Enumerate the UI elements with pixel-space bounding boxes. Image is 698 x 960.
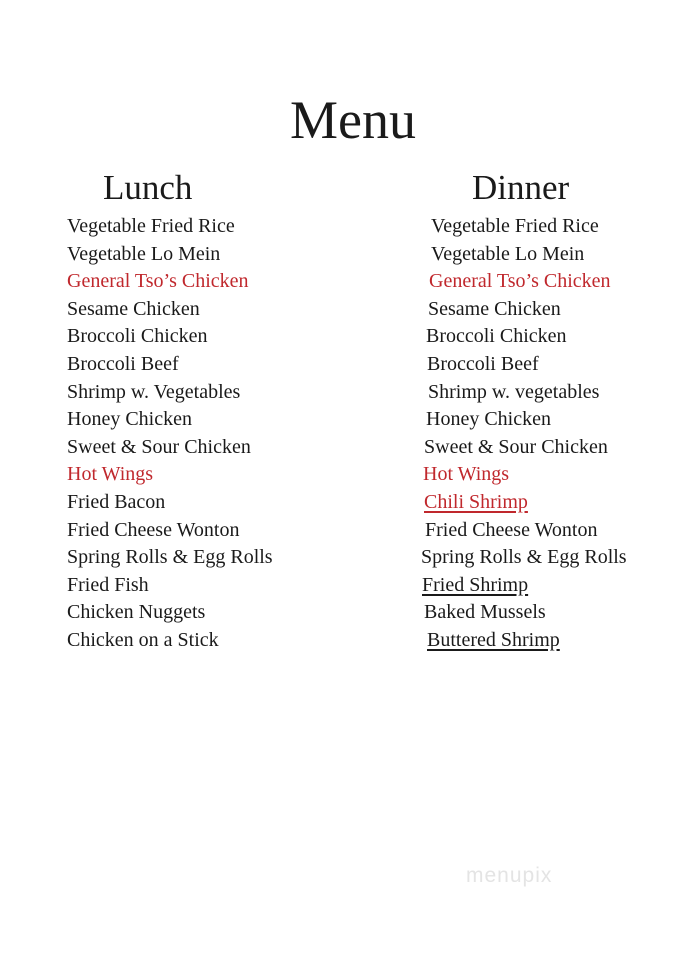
lunch-menu-item: [67, 627, 273, 655]
dinner-menu-item-label: Baked Mussels: [424, 601, 546, 624]
dinner-menu-item-label: Honey Chicken: [426, 408, 551, 431]
lunch-menu-item: [67, 489, 273, 517]
menupix-watermark: menupix: [466, 864, 553, 887]
lunch-menu-item-label: Vegetable Fried Rice: [67, 215, 235, 237]
page-title: Menu: [290, 90, 416, 150]
lunch-menu-item-label: Fried Fish: [67, 573, 149, 596]
lunch-menu-item-label: Fried Bacon: [67, 490, 166, 513]
dinner-menu-item: [421, 379, 627, 407]
dinner-menu-item: [421, 241, 627, 269]
dinner-menu-item: [421, 323, 627, 351]
dinner-menu-item: [421, 627, 627, 655]
lunch-menu-item: [67, 461, 273, 489]
lunch-menu-item: [67, 572, 273, 600]
dinner-menu-item: [421, 489, 627, 517]
lunch-menu-list: [67, 213, 273, 655]
dinner-menu-item-label: Spring Rolls & Egg Rolls: [421, 546, 627, 569]
dinner-menu-item: [421, 544, 627, 572]
lunch-menu-item: [67, 241, 273, 269]
dinner-menu-item-label: Vegetable Fried Rice: [431, 215, 599, 237]
dinner-menu-item-label: Sweet & Sour Chicken: [424, 435, 608, 458]
lunch-menu-item: [67, 544, 273, 572]
lunch-menu-item-label: Broccoli Chicken: [67, 325, 208, 348]
lunch-menu-item: [67, 379, 273, 407]
lunch-menu-item-label: Honey Chicken: [67, 408, 192, 431]
dinner-menu-item-label: Buttered Shrimp: [427, 628, 560, 651]
lunch-menu-item-label: Broccoli Beef: [67, 352, 179, 375]
lunch-menu-item: [67, 351, 273, 379]
dinner-heading: Dinner: [472, 168, 570, 207]
dinner-menu-item: [421, 213, 627, 241]
lunch-menu-item-label: Shrimp w. Vegetables: [67, 380, 241, 403]
dinner-menu-item-label: Hot Wings: [423, 463, 510, 486]
dinner-menu-item: [421, 268, 627, 296]
lunch-menu-item: [67, 323, 273, 351]
dinner-menu-item-label: Shrimp w. vegetables: [428, 380, 600, 403]
lunch-menu-item-label: Sesame Chicken: [67, 297, 200, 320]
dinner-menu-item-label: Broccoli Chicken: [426, 325, 567, 348]
dinner-menu-item-label: General Tso’s Chicken: [429, 270, 611, 293]
lunch-menu-item-label: Chicken on a Stick: [67, 628, 219, 651]
lunch-menu-item-label: Hot Wings: [67, 463, 154, 486]
dinner-menu-item: [421, 296, 627, 324]
lunch-menu-item-label: Vegetable Lo Mein: [67, 242, 221, 265]
lunch-menu-item: [67, 268, 273, 296]
lunch-menu-item-label: Spring Rolls & Egg Rolls: [67, 546, 273, 569]
dinner-menu-item: [421, 599, 627, 627]
dinner-menu-item: [421, 461, 627, 489]
dinner-menu-item-label: Sesame Chicken: [428, 297, 561, 320]
lunch-menu-item: [67, 406, 273, 434]
lunch-menu-item: [67, 599, 273, 627]
lunch-menu-item-label: Sweet & Sour Chicken: [67, 435, 251, 458]
dinner-menu-item: [421, 351, 627, 379]
lunch-menu-item-label: Fried Cheese Wonton: [67, 518, 240, 541]
lunch-menu-item: [67, 296, 273, 324]
dinner-menu-item-label: Vegetable Lo Mein: [431, 242, 585, 265]
dinner-menu-list: [421, 213, 627, 655]
dinner-menu-item: [421, 406, 627, 434]
lunch-menu-item-label: General Tso’s Chicken: [67, 270, 249, 293]
dinner-menu-item-label: Fried Shrimp: [422, 573, 529, 596]
lunch-menu-item: [67, 434, 273, 462]
dinner-menu-item-label: Fried Cheese Wonton: [425, 518, 598, 541]
dinner-menu-item-label: Chili Shrimp: [424, 490, 528, 513]
lunch-heading: Lunch: [103, 168, 193, 207]
lunch-menu-item: [67, 517, 273, 545]
lunch-menu-item: [67, 213, 273, 241]
dinner-menu-item: [421, 572, 627, 600]
dinner-menu-item-label: Broccoli Beef: [427, 352, 539, 375]
lunch-menu-item-label: Chicken Nuggets: [67, 601, 206, 624]
dinner-menu-item: [421, 517, 627, 545]
dinner-menu-item: [421, 434, 627, 462]
